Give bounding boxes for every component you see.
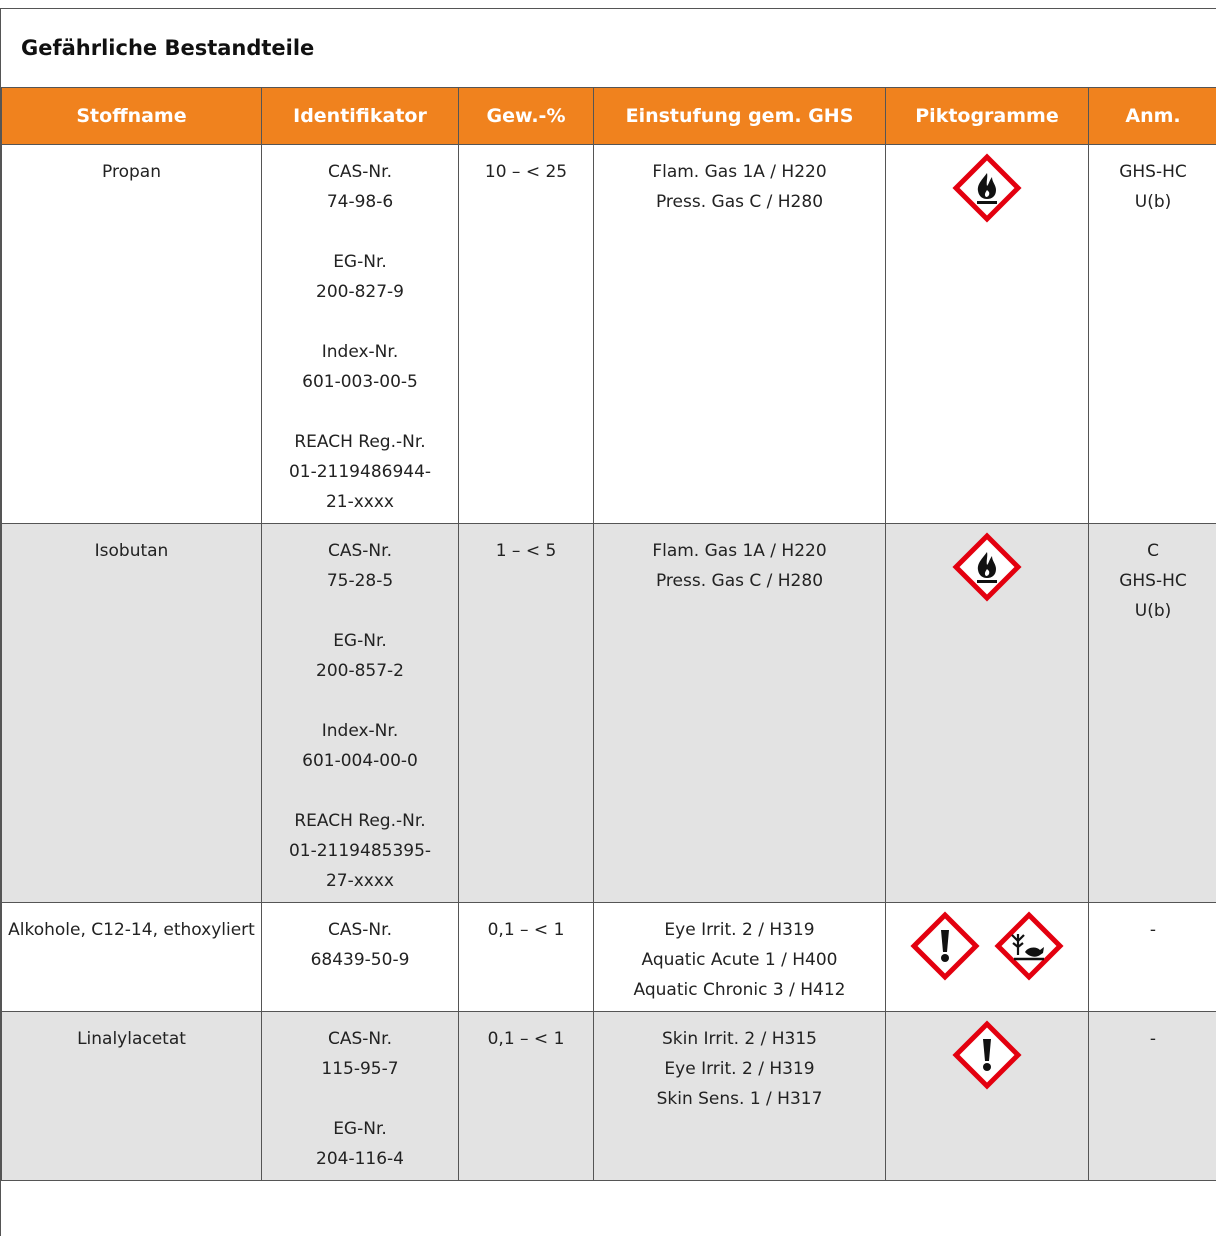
cell-substance-name: Alkohole, C12-14, ethoxyliert: [2, 903, 262, 1012]
cell-substance-name: Linalylacetat: [2, 1012, 262, 1181]
classification-line: Skin Sens. 1 / H317: [656, 1089, 823, 1109]
identifier-line: 01-2119485395-: [288, 841, 432, 861]
identifier-line: 21-xxxx: [325, 492, 394, 512]
column-header-ghs-classification: Einstufung gem. GHS: [594, 88, 886, 145]
notes-line: -: [1149, 1029, 1157, 1049]
flame-icon: [952, 532, 1022, 602]
identifier-line: [268, 596, 452, 626]
column-header-substance-name: Stoffname: [2, 88, 262, 145]
identifier-line: 204-116-4: [316, 1149, 404, 1169]
environment-icon: [994, 911, 1064, 981]
classification-line: Eye Irrit. 2 / H319: [664, 920, 815, 940]
identifier-line: 200-857-2: [316, 661, 404, 681]
notes-line: GHS-HC: [1119, 162, 1187, 182]
classification-line: Flam. Gas 1A / H220: [652, 162, 827, 182]
identifier-line: Index-Nr.: [321, 342, 399, 362]
cell-substance-name: Isobutan: [2, 524, 262, 903]
hazardous-components-table: [1, 87, 1216, 1181]
column-header-weight-percent: Gew.-%: [459, 88, 594, 145]
cell-pictograms: [886, 524, 1089, 903]
identifier-line: Index-Nr.: [321, 721, 399, 741]
hazardous-components-panel: [0, 8, 1216, 1236]
table-row: [2, 1012, 1216, 1181]
cell-notes: [1089, 1012, 1216, 1181]
cell-pictograms: [886, 145, 1089, 524]
cell-notes: [1089, 524, 1216, 903]
identifier-line: EG-Nr.: [333, 252, 387, 272]
column-header-pictograms: Piktogramme: [886, 88, 1089, 145]
cell-identifier: [262, 903, 459, 1012]
cell-weight-percent: 0,1 – < 1: [459, 1012, 594, 1181]
cell-pictograms: [886, 903, 1089, 1012]
identifier-line: 601-004-00-0: [302, 751, 418, 771]
cell-identifier: [262, 524, 459, 903]
cell-weight-percent: 0,1 – < 1: [459, 903, 594, 1012]
identifier-line: 74-98-6: [326, 192, 394, 212]
section-header: [1, 9, 1216, 87]
cell-ghs-classification: [594, 145, 886, 524]
identifier-line: 27-xxxx: [325, 871, 394, 891]
classification-line: Eye Irrit. 2 / H319: [664, 1059, 815, 1079]
identifier-line: CAS-Nr.: [328, 162, 392, 182]
classification-line: Press. Gas C / H280: [655, 192, 824, 212]
column-header-notes: Anm.: [1089, 88, 1216, 145]
classification-line: Flam. Gas 1A / H220: [652, 541, 827, 561]
table-header-row: [2, 88, 1216, 145]
classification-line: Skin Irrit. 2 / H315: [661, 1029, 817, 1049]
identifier-line: CAS-Nr.: [328, 541, 392, 561]
cell-weight-percent: 1 – < 5: [459, 524, 594, 903]
identifier-line: [268, 307, 452, 337]
classification-line: Press. Gas C / H280: [655, 571, 824, 591]
cell-identifier: [262, 1012, 459, 1181]
identifier-line: 200-827-9: [316, 282, 404, 302]
identifier-line: 68439-50-9: [310, 950, 410, 970]
classification-line: Aquatic Chronic 3 / H412: [633, 980, 846, 1000]
cell-substance-name: Propan: [2, 145, 262, 524]
identifier-line: CAS-Nr.: [328, 1029, 392, 1049]
identifier-line: [268, 217, 452, 247]
identifier-line: 115-95-7: [321, 1059, 399, 1079]
column-header-identifier: Identifikator: [262, 88, 459, 145]
identifier-line: [268, 397, 452, 427]
notes-line: GHS-HC: [1119, 571, 1187, 591]
notes-line: C: [1147, 541, 1159, 561]
identifier-line: REACH Reg.-Nr.: [294, 432, 426, 452]
section-title: Gefährliche Bestandteile: [21, 36, 315, 60]
cell-ghs-classification: [594, 524, 886, 903]
identifier-line: 75-28-5: [326, 571, 394, 591]
identifier-line: REACH Reg.-Nr.: [294, 811, 426, 831]
notes-line: U(b): [1134, 192, 1172, 212]
classification-line: Aquatic Acute 1 / H400: [641, 950, 838, 970]
flame-icon: [952, 153, 1022, 223]
identifier-line: [268, 686, 452, 716]
table-row: [2, 903, 1216, 1012]
identifier-line: CAS-Nr.: [328, 920, 392, 940]
table-row: [2, 524, 1216, 903]
identifier-line: [268, 776, 452, 806]
cell-ghs-classification: [594, 1012, 886, 1181]
table-row: [2, 145, 1216, 524]
cell-notes: [1089, 145, 1216, 524]
cell-weight-percent: 10 – < 25: [459, 145, 594, 524]
identifier-line: 01-2119486944-: [288, 462, 432, 482]
cell-identifier: [262, 145, 459, 524]
notes-line: U(b): [1134, 601, 1172, 621]
exclamation-mark-icon: [952, 1020, 1022, 1090]
identifier-line: EG-Nr.: [333, 1119, 387, 1139]
cell-notes: [1089, 903, 1216, 1012]
identifier-line: EG-Nr.: [333, 631, 387, 651]
identifier-line: 601-003-00-5: [302, 372, 418, 392]
cell-pictograms: [886, 1012, 1089, 1181]
notes-line: -: [1149, 920, 1157, 940]
identifier-line: [268, 1084, 452, 1114]
exclamation-mark-icon: [910, 911, 980, 981]
cell-ghs-classification: [594, 903, 886, 1012]
